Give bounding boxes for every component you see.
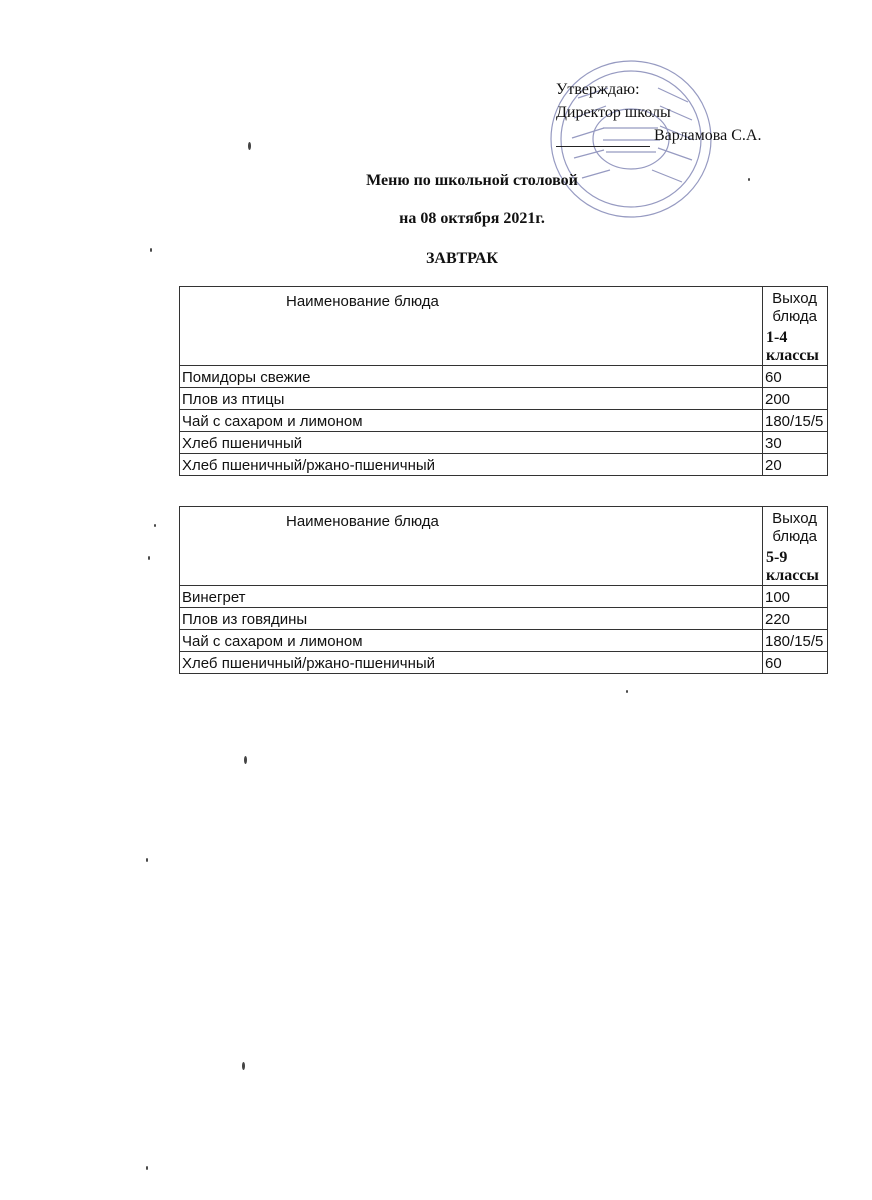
dish-name: Винегрет: [180, 586, 763, 608]
dish-name: Хлеб пшеничный/ржано-пшеничный: [180, 652, 763, 674]
dish-amount: 60: [763, 366, 828, 388]
scan-speck: [146, 858, 148, 862]
dish-name: Чай с сахаром и лимоном: [180, 410, 763, 432]
column-header-dish: Наименование блюда: [180, 287, 763, 366]
table-row: [180, 586, 828, 608]
meal-heading: ЗАВТРАК: [425, 250, 498, 267]
column-header-output: Выход блюда: [763, 507, 828, 550]
scan-speck: [146, 1166, 148, 1170]
dish-name: Чай с сахаром и лимоном: [180, 630, 763, 652]
table-row: [180, 432, 828, 454]
scan-speck: [748, 178, 750, 181]
table-row: [180, 652, 828, 674]
dish-amount: 100: [763, 586, 828, 608]
column-header-dish: Наименование блюда: [180, 507, 763, 586]
menu-table-grades-1-4: [179, 286, 828, 476]
dish-amount: 180/15/5: [763, 630, 828, 652]
column-header-output: Выход блюда: [763, 287, 828, 330]
director-name: Варламова С.А.: [654, 127, 762, 144]
scan-speck: [150, 248, 152, 252]
director-role: Директор школы: [556, 104, 671, 121]
scan-speck: [244, 756, 247, 764]
dish-amount: 180/15/5: [763, 410, 828, 432]
approve-label: Утверждаю:: [556, 81, 640, 98]
dish-amount: 30: [763, 432, 828, 454]
scan-speck: [148, 556, 150, 560]
dish-name: Хлеб пшеничный/ржано-пшеничный: [180, 454, 763, 476]
dish-name: Плов из птицы: [180, 388, 763, 410]
table-row: [180, 608, 828, 630]
table-row: [180, 454, 828, 476]
signature-blank: [556, 130, 650, 147]
dish-amount: 60: [763, 652, 828, 674]
menu-date: на 08 октября 2021г.: [399, 210, 545, 227]
table-row: [180, 630, 828, 652]
signature-line: [556, 124, 761, 147]
scan-speck: [626, 690, 628, 693]
dish-amount: 200: [763, 388, 828, 410]
table-row: [180, 410, 828, 432]
dish-name: Плов из говядины: [180, 608, 763, 630]
dish-amount: 20: [763, 454, 828, 476]
class-group-label: 1-4 классы: [763, 329, 828, 366]
scan-speck: [242, 1062, 245, 1070]
dish-amount: 220: [763, 608, 828, 630]
table-row: [180, 366, 828, 388]
class-group-label: 5-9 классы: [763, 549, 828, 586]
scan-speck: [248, 142, 251, 150]
table-row: [180, 388, 828, 410]
menu-table-grades-5-9: [179, 506, 828, 674]
approval-block: [556, 78, 761, 147]
dish-name: Помидоры свежие: [180, 366, 763, 388]
scan-speck: [154, 524, 156, 527]
menu-title: Меню по школьной столовой: [366, 172, 578, 189]
dish-name: Хлеб пшеничный: [180, 432, 763, 454]
